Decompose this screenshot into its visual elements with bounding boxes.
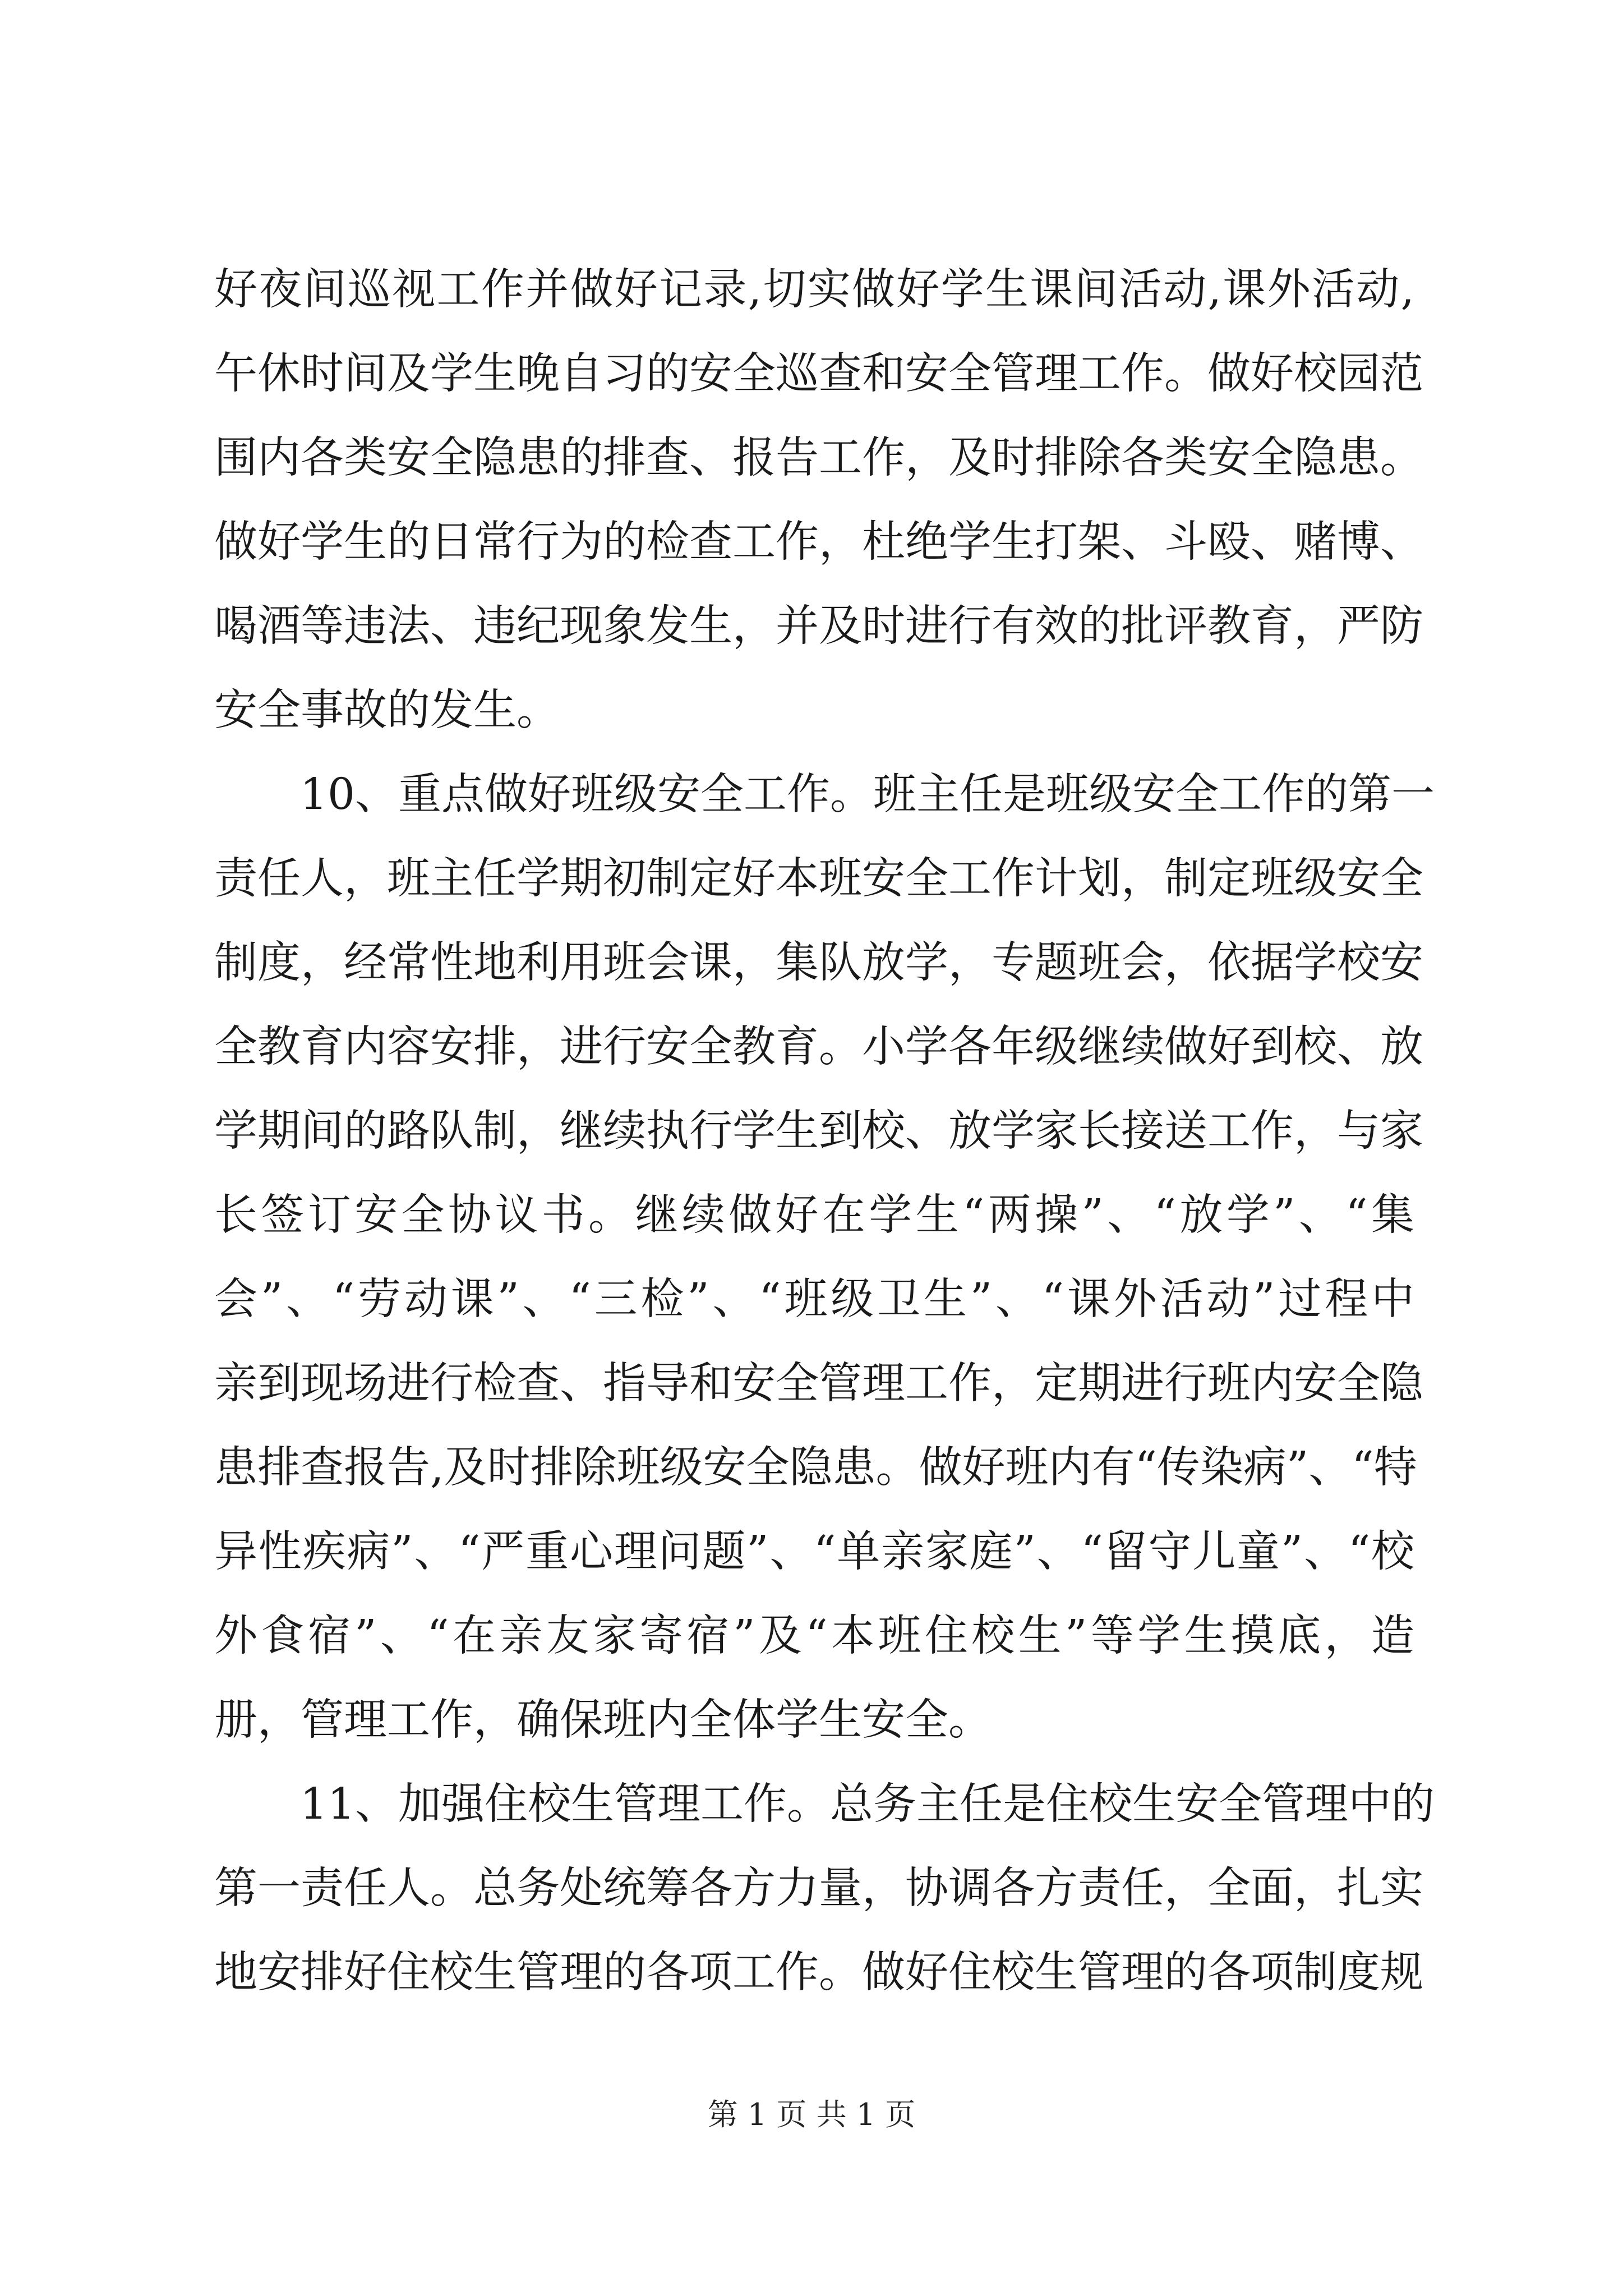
text-line-17: 外食宿”、“在亲友家寄宿”及“本班住校生”等学生摸底，造 xyxy=(214,1611,1414,1661)
text-line-3: 围内各类安全隐患的排查、报告工作，及时排除各类安全隐患。 xyxy=(214,433,1423,483)
text-line-19: 11、加强住校生管理工作。总务主任是住校生安全管理中的 xyxy=(300,1779,1435,1829)
text-line-14: 亲到现场进行检查、指导和安全管理工作，定期进行班内安全隐 xyxy=(214,1359,1423,1409)
text-line-8: 责任人，班主任学期初制定好本班安全工作计划，制定班级安全 xyxy=(214,854,1423,904)
text-line-7: 10、重点做好班级安全工作。班主任是班级安全工作的第一 xyxy=(300,770,1435,820)
text-line-5: 喝酒等违法、违纪现象发生，并及时进行有效的批评教育，严防 xyxy=(214,601,1423,651)
text-line-1: 好夜间巡视工作并做好记录,切实做好学生课间活动,课外活动, xyxy=(214,265,1414,315)
text-line-20: 第一责任人。总务处统筹各方力量，协调各方责任，全面，扎实 xyxy=(214,1864,1423,1913)
text-line-10: 全教育内容安排，进行安全教育。小学各年级继续做好到校、放 xyxy=(214,1022,1423,1072)
text-line-18: 册，管理工作，确保班内全体学生安全。 xyxy=(214,1695,992,1745)
text-line-11: 学期间的路队制，继续执行学生到校、放学家长接送工作，与家 xyxy=(214,1106,1423,1156)
text-line-16: 异性疾病”、“严重心理问题”、“单亲家庭”、“留守儿童”、“校 xyxy=(214,1527,1414,1577)
text-line-9: 制度，经常性地利用班会课，集队放学，专题班会，依据学校安 xyxy=(214,938,1423,988)
text-line-13: 会”、“劳动课”、“三检”、“班级卫生”、“课外活动”过程中 xyxy=(214,1274,1414,1324)
text-line-2: 午休时间及学生晚自习的安全巡查和安全管理工作。做好校园范 xyxy=(214,349,1423,399)
text-line-4: 做好学生的日常行为的检查工作，杜绝学生打架、斗殴、赌博、 xyxy=(214,517,1423,567)
text-line-6: 安全事故的发生。 xyxy=(214,685,560,735)
text-line-15: 患排查报告,及时排除班级安全隐患。做好班内有“传染病”、“特 xyxy=(214,1443,1417,1493)
text-line-21: 地安排好住校生管理的各项工作。做好住校生管理的各项制度规 xyxy=(214,1948,1423,1998)
text-line-12: 长签订安全协议书。继续做好在学生“两操”、“放学”、“集 xyxy=(214,1190,1414,1240)
page-number-footer: 第 1 页 共 1 页 xyxy=(707,2097,916,2132)
